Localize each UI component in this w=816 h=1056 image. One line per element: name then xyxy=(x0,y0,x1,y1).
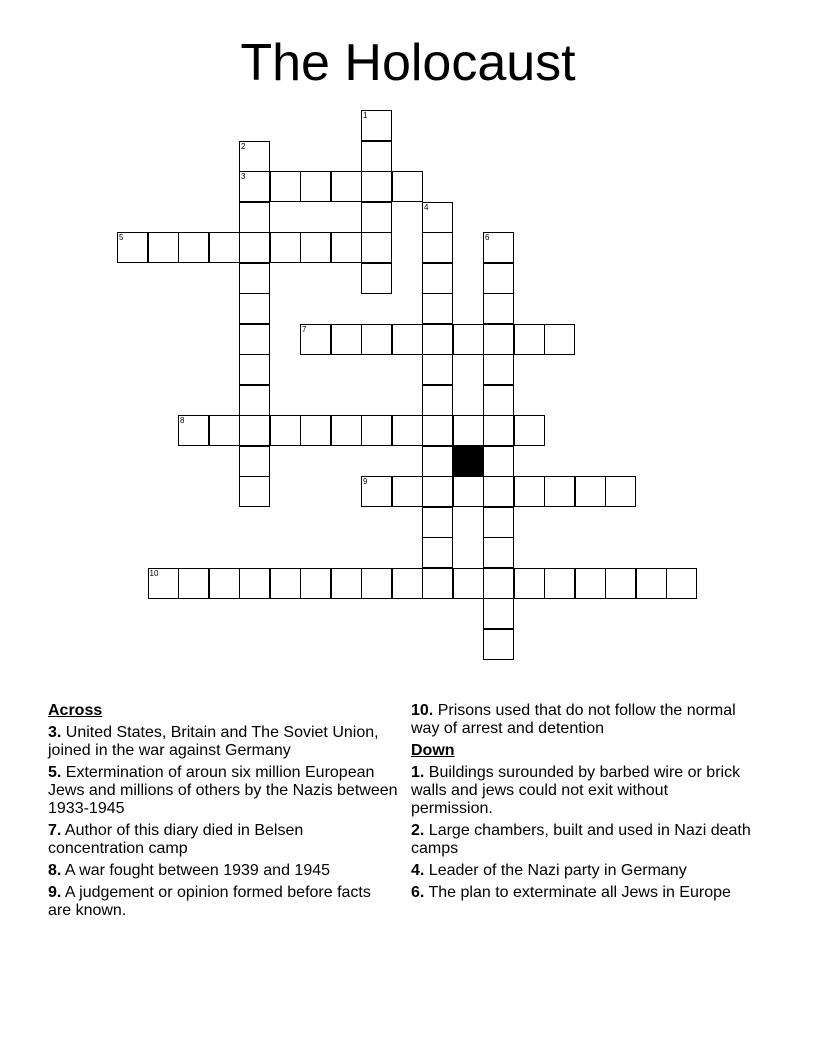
cell-number: 9 xyxy=(363,477,368,486)
answer-cell[interactable] xyxy=(331,232,362,263)
answer-cell[interactable] xyxy=(209,415,240,446)
answer-cell[interactable] xyxy=(361,263,392,294)
clue-number: 1. xyxy=(411,764,425,781)
answer-cell[interactable] xyxy=(483,598,514,629)
answer-cell[interactable] xyxy=(422,507,453,538)
cell-number: 3 xyxy=(241,172,246,181)
answer-cell[interactable] xyxy=(483,537,514,568)
across-heading: Across xyxy=(48,702,103,719)
answer-cell[interactable] xyxy=(209,232,240,263)
answer-cell[interactable] xyxy=(361,141,392,172)
cell-number: 4 xyxy=(424,202,429,212)
clue-down-1 xyxy=(411,764,751,818)
answer-cell[interactable] xyxy=(361,324,392,355)
answer-cell[interactable] xyxy=(239,202,270,233)
clue-text: Author of this diary died in Belsen concentration camp xyxy=(48,822,304,857)
answer-cell[interactable] xyxy=(361,110,392,141)
answer-cell[interactable] xyxy=(544,568,575,599)
answer-cell[interactable] xyxy=(453,324,484,355)
answer-cell[interactable] xyxy=(422,446,453,477)
answer-cell[interactable] xyxy=(483,446,514,477)
answer-cell[interactable] xyxy=(239,568,270,599)
answer-cell[interactable] xyxy=(270,415,301,446)
answer-cell[interactable] xyxy=(331,171,362,202)
answer-cell[interactable] xyxy=(575,568,606,599)
clue-number: 9. xyxy=(48,884,62,901)
clue-text: A war fought between 1939 and 1945 xyxy=(64,862,331,879)
answer-cell[interactable] xyxy=(422,354,453,385)
cell-number: 7 xyxy=(302,324,307,334)
answer-cell[interactable] xyxy=(300,324,331,355)
answer-cell[interactable] xyxy=(239,263,270,294)
answer-cell[interactable] xyxy=(239,171,270,202)
answer-cell[interactable] xyxy=(575,476,606,507)
cell-number: 1 xyxy=(363,111,368,120)
answer-cell[interactable] xyxy=(239,354,270,385)
answer-cell[interactable] xyxy=(422,415,453,446)
answer-cell[interactable] xyxy=(270,232,301,263)
answer-cell[interactable] xyxy=(422,537,453,568)
clue-across-9 xyxy=(48,884,398,920)
answer-cell[interactable] xyxy=(300,568,331,599)
answer-cell[interactable] xyxy=(453,415,484,446)
clue-down-4 xyxy=(411,862,751,880)
answer-cell[interactable] xyxy=(483,354,514,385)
clue-text: Large chambers, built and used in Nazi death camps xyxy=(411,822,751,857)
answer-cell[interactable] xyxy=(483,507,514,538)
answer-cell[interactable] xyxy=(483,629,514,660)
answer-cell[interactable] xyxy=(148,232,179,263)
answer-cell[interactable] xyxy=(605,476,636,507)
answer-cell[interactable] xyxy=(453,476,484,507)
cell-number: 2 xyxy=(241,141,246,151)
answer-cell[interactable] xyxy=(392,568,423,599)
clue-number: 3. xyxy=(48,724,62,741)
answer-cell[interactable] xyxy=(666,568,697,599)
answer-cell[interactable] xyxy=(422,232,453,263)
cell-number: 8 xyxy=(180,416,185,425)
clue-number: 2. xyxy=(411,822,425,839)
answer-cell[interactable] xyxy=(361,232,392,263)
answer-cell[interactable] xyxy=(392,476,423,507)
answer-cell[interactable] xyxy=(392,324,423,355)
answer-cell[interactable] xyxy=(483,324,514,355)
answer-cell[interactable] xyxy=(178,415,209,446)
answer-cell[interactable] xyxy=(422,263,453,294)
answer-cell[interactable] xyxy=(422,324,453,355)
answer-cell[interactable] xyxy=(483,232,514,263)
answer-cell[interactable] xyxy=(483,476,514,507)
black-cell xyxy=(453,446,484,477)
answer-cell[interactable] xyxy=(239,415,270,446)
answer-cell[interactable] xyxy=(239,324,270,355)
answer-cell[interactable] xyxy=(361,202,392,233)
clue-text: A judgement or opinion formed before facts are known. xyxy=(48,884,371,919)
answer-cell[interactable] xyxy=(392,415,423,446)
answer-cell[interactable] xyxy=(483,415,514,446)
cell-number: 10 xyxy=(149,568,159,578)
clue-across-5 xyxy=(48,764,398,818)
cell-number: 6 xyxy=(485,233,490,242)
clue-text: Extermination of aroun six million European Jews and millions of others by the Nazis between 1933-1945 xyxy=(48,764,398,817)
answer-cell[interactable] xyxy=(483,385,514,416)
clues-column-right xyxy=(411,702,751,906)
answer-cell[interactable] xyxy=(636,568,667,599)
answer-cell[interactable] xyxy=(453,568,484,599)
clue-text: Buildings surounded by barbed wire or brick walls and jews could not exit without permission. xyxy=(411,764,741,817)
answer-cell[interactable] xyxy=(514,568,545,599)
clue-across-3 xyxy=(48,724,398,760)
answer-cell[interactable] xyxy=(544,324,575,355)
clue-down-6 xyxy=(411,884,751,902)
answer-cell[interactable] xyxy=(239,385,270,416)
clue-text: Leader of the Nazi party in Germany xyxy=(428,862,687,879)
answer-cell[interactable] xyxy=(117,232,148,263)
clue-across-8 xyxy=(48,862,398,880)
answer-cell[interactable] xyxy=(178,568,209,599)
answer-cell[interactable] xyxy=(361,476,392,507)
answer-cell[interactable] xyxy=(148,568,179,599)
answer-cell[interactable] xyxy=(239,476,270,507)
cell-number: 5 xyxy=(119,233,124,242)
answer-cell[interactable] xyxy=(392,171,423,202)
answer-cell[interactable] xyxy=(239,293,270,324)
clue-number: 4. xyxy=(411,862,425,879)
answer-cell[interactable] xyxy=(300,171,331,202)
answer-cell[interactable] xyxy=(361,568,392,599)
answer-cell[interactable] xyxy=(422,293,453,324)
answer-cell[interactable] xyxy=(483,568,514,599)
answer-cell[interactable] xyxy=(483,263,514,294)
answer-cell[interactable] xyxy=(270,568,301,599)
clue-number: 10. xyxy=(411,702,434,719)
clue-down-2 xyxy=(411,822,751,858)
answer-cell[interactable] xyxy=(209,568,240,599)
clue-across-7 xyxy=(48,822,398,858)
answer-cell[interactable] xyxy=(514,415,545,446)
answer-cell[interactable] xyxy=(605,568,636,599)
answer-cell[interactable] xyxy=(331,568,362,599)
answer-cell[interactable] xyxy=(239,446,270,477)
clue-across-10 xyxy=(411,702,751,738)
answer-cell[interactable] xyxy=(422,385,453,416)
clue-number: 8. xyxy=(48,862,62,879)
clue-text: United States, Britain and The Soviet Union, joined in the war against Germany xyxy=(48,724,379,759)
clue-number: 7. xyxy=(48,822,62,839)
clues-column-left xyxy=(48,702,398,924)
clue-number: 6. xyxy=(411,884,425,901)
answer-cell[interactable] xyxy=(361,171,392,202)
answer-cell[interactable] xyxy=(300,415,331,446)
answer-cell[interactable] xyxy=(483,293,514,324)
answer-cell[interactable] xyxy=(422,568,453,599)
answer-cell[interactable] xyxy=(514,324,545,355)
answer-cell[interactable] xyxy=(178,232,209,263)
answer-cell[interactable] xyxy=(239,232,270,263)
answer-cell[interactable] xyxy=(422,476,453,507)
answer-cell[interactable] xyxy=(300,232,331,263)
puzzle-title: The Holocaust xyxy=(240,34,576,92)
answer-cell[interactable] xyxy=(361,415,392,446)
clue-text: Prisons used that do not follow the normal way of arrest and detention xyxy=(411,702,736,737)
answer-cell[interactable] xyxy=(331,324,362,355)
down-heading: Down xyxy=(411,742,455,759)
answer-cell[interactable] xyxy=(239,141,270,172)
answer-cell[interactable] xyxy=(422,202,453,233)
clue-text: The plan to exterminate all Jews in Europe xyxy=(428,884,731,901)
answer-cell[interactable] xyxy=(270,171,301,202)
answer-cell[interactable] xyxy=(331,415,362,446)
clue-number: 5. xyxy=(48,764,62,781)
answer-cell[interactable] xyxy=(514,476,545,507)
answer-cell[interactable] xyxy=(544,476,575,507)
